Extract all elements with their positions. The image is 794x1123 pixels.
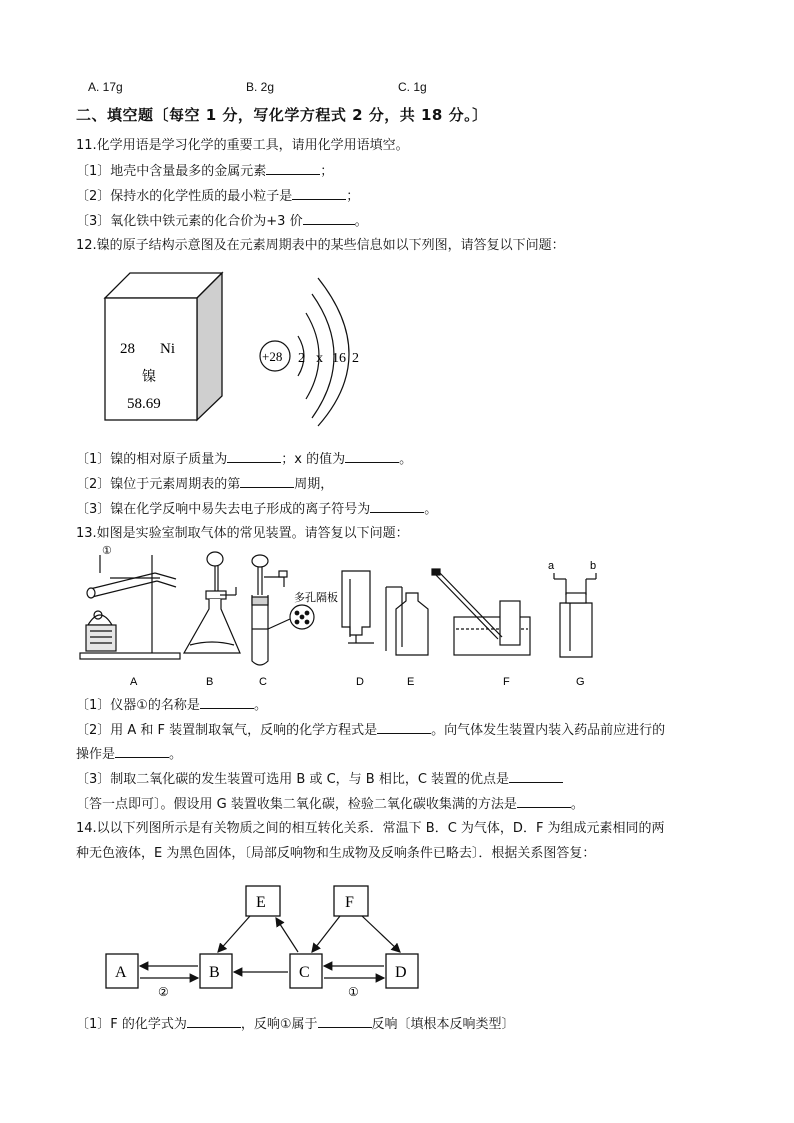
label-a: A xyxy=(130,676,138,688)
apparatus-a xyxy=(80,555,180,659)
q13-part2-cont xyxy=(76,745,182,764)
shell-4-count: 2 xyxy=(352,351,359,366)
q13-p3-blank-1[interactable] xyxy=(509,770,563,783)
q13-p2-text: 〔2〕用 A 和 F 装置制取氧气，反响的化学方程式是 xyxy=(76,723,378,738)
q12-p1b-blank[interactable] xyxy=(345,450,399,463)
q11-stem: 11.化学用语是学习化学的重要工具，请用化学用语填空。 xyxy=(76,138,409,153)
q12-p1-end: 。 xyxy=(399,452,413,467)
port-a-label: a xyxy=(548,560,555,572)
q12-p2-end: 周期， xyxy=(294,477,334,492)
q13-part2 xyxy=(76,721,665,740)
nickel-figure xyxy=(100,268,380,428)
apparatus-g xyxy=(554,573,596,657)
reaction-2-marker: ② xyxy=(158,985,169,999)
q13-stem: 13.如图是实验室制取气体的常见装置。请答复以下问题： xyxy=(76,526,409,541)
apparatus-e xyxy=(386,587,428,655)
arrow-c-to-e xyxy=(276,918,298,952)
q12-p2-text: 〔2〕镍位于元素周期表的第 xyxy=(76,477,241,492)
label-d: D xyxy=(356,676,364,688)
box-d-label: D xyxy=(395,964,407,981)
cell-atomic-number: 28 xyxy=(120,341,135,357)
option-a: A. 17g xyxy=(88,80,123,94)
q12-stem: 12.镍的原子结构示意图及在元素周期表中的某些信息如以下列图，请答复以下问题： xyxy=(76,238,565,253)
q13-p2-blank-2[interactable] xyxy=(115,745,169,758)
q11-part3 xyxy=(76,212,368,231)
q12-p3-blank[interactable] xyxy=(370,500,424,513)
option-c: C. 1g xyxy=(398,80,427,94)
shell-1-count: 2 xyxy=(298,351,305,366)
q12-part2 xyxy=(76,475,333,494)
q13-p2-cont: 操作是 xyxy=(76,747,116,762)
port-b-label: b xyxy=(590,560,597,572)
instrument-marker: ① xyxy=(102,545,112,557)
box-e-label: E xyxy=(256,894,266,911)
q13-p3-blank-2[interactable] xyxy=(517,795,571,808)
q11-p1-text: 〔1〕地壳中含量最多的金属元素 xyxy=(76,164,267,179)
q12-part3 xyxy=(76,500,437,519)
arrow-f-to-c xyxy=(312,916,340,952)
apparatus-figure xyxy=(70,543,610,693)
q13-p3-end: 。 xyxy=(570,797,584,812)
q11-p3-blank[interactable] xyxy=(303,212,355,225)
q12-p1a-text: 〔1〕镍的相对原子质量为 xyxy=(76,452,228,467)
label-e: E xyxy=(407,676,415,688)
q11-p3-text: 〔3〕氧化铁中铁元素的化合价为+3 价 xyxy=(76,214,303,229)
cell-symbol: Ni xyxy=(160,341,175,357)
apparatus-d xyxy=(342,571,374,643)
q12-part1 xyxy=(76,450,412,469)
reaction-1-marker: ① xyxy=(348,985,359,999)
q13-p2-mid: 。向气体发生装置内装入药品前应进行的 xyxy=(431,723,666,738)
q11-p1-end: ； xyxy=(320,164,334,179)
q11-p2-blank[interactable] xyxy=(292,187,346,200)
q11-p2-end: ； xyxy=(346,189,360,204)
q12-p3-end: 。 xyxy=(424,502,438,517)
box-a-label: A xyxy=(115,964,127,981)
apparatus-b xyxy=(184,552,240,653)
q13-p3-cont: 〔答一点即可〕。假设用 G 装置收集二氧化碳，检验二氧化碳收集满的方法是 xyxy=(76,797,517,812)
box-c-label: C xyxy=(299,964,310,981)
q11-p1-blank[interactable] xyxy=(266,162,320,175)
label-g: G xyxy=(576,676,585,688)
q14-p1-text: 〔1〕F 的化学式为 xyxy=(76,1017,187,1032)
porous-plate-label: 多孔隔板 xyxy=(294,591,338,604)
label-c: C xyxy=(259,676,267,688)
q13-part3-cont xyxy=(76,795,584,814)
q11-part2 xyxy=(76,187,359,206)
q14-p1-blank-1[interactable] xyxy=(187,1015,241,1028)
q12-p2-blank[interactable] xyxy=(240,475,294,488)
q11-p3-end: 。 xyxy=(354,214,368,229)
q13-p3-text: 〔3〕制取二氧化碳的发生装置可选用 B 或 C，与 B 相比，C 装置的优点是 xyxy=(76,772,510,787)
q14-stem-line2: 种无色液体，E 为黑色固体，〔局部反响物和生成物及反响条件已略去〕．根据关系图答复： xyxy=(76,846,596,861)
shell-2-count: x xyxy=(316,351,323,366)
box-b-label: B xyxy=(209,964,220,981)
label-f: F xyxy=(503,676,510,688)
q14-stem-line1: 14.以以下列图所示是有关物质之间的相互转化关系．常温下 B．C 为气体，D．F 为组成元素相同的两 xyxy=(76,821,665,836)
q11-p2-text: 〔2〕保持水的化学性质的最小粒子是 xyxy=(76,189,293,204)
box-f-label: F xyxy=(345,894,354,911)
q13-part1 xyxy=(76,696,267,715)
q13-p1-text: 〔1〕仪器①的名称是 xyxy=(76,698,200,713)
q12-p1a-blank[interactable] xyxy=(227,450,281,463)
q14-p1-end: 反响〔填根本反响类型〕 xyxy=(371,1017,515,1032)
apparatus-f xyxy=(432,569,530,655)
cell-name: 镍 xyxy=(142,369,156,385)
section-heading: 二、填空题〔每空 1 分，写化学方程式 2 分，共 18 分。〕 xyxy=(76,106,488,124)
q13-p1-blank[interactable] xyxy=(200,696,254,709)
q14-p1-blank-2[interactable] xyxy=(318,1015,372,1028)
arrow-e-to-b xyxy=(218,916,250,952)
q14-p1-mid: ，反响①属于 xyxy=(240,1017,318,1032)
label-b: B xyxy=(206,676,214,688)
q12-p3-text: 〔3〕镍在化学反响中易失去电子形成的离子符号为 xyxy=(76,502,371,517)
q13-p1-end: 。 xyxy=(253,698,267,713)
shell-3-count: 16 xyxy=(332,351,346,366)
option-b: B. 2g xyxy=(246,80,275,94)
arrow-f-to-d xyxy=(362,916,400,952)
cell-side-face xyxy=(197,273,222,420)
q13-p2-blank-1[interactable] xyxy=(377,721,431,734)
q14-part1 xyxy=(76,1015,515,1034)
q11-part1 xyxy=(76,162,333,181)
q12-p1b-text: ；x 的值为 xyxy=(281,452,346,467)
nucleus-charge: +28 xyxy=(262,349,283,364)
relation-diagram xyxy=(100,882,430,1002)
apparatus-c xyxy=(252,555,314,665)
q13-p2-end: 。 xyxy=(169,747,183,762)
q13-part3 xyxy=(76,770,563,789)
cell-mass: 58.69 xyxy=(127,396,161,412)
